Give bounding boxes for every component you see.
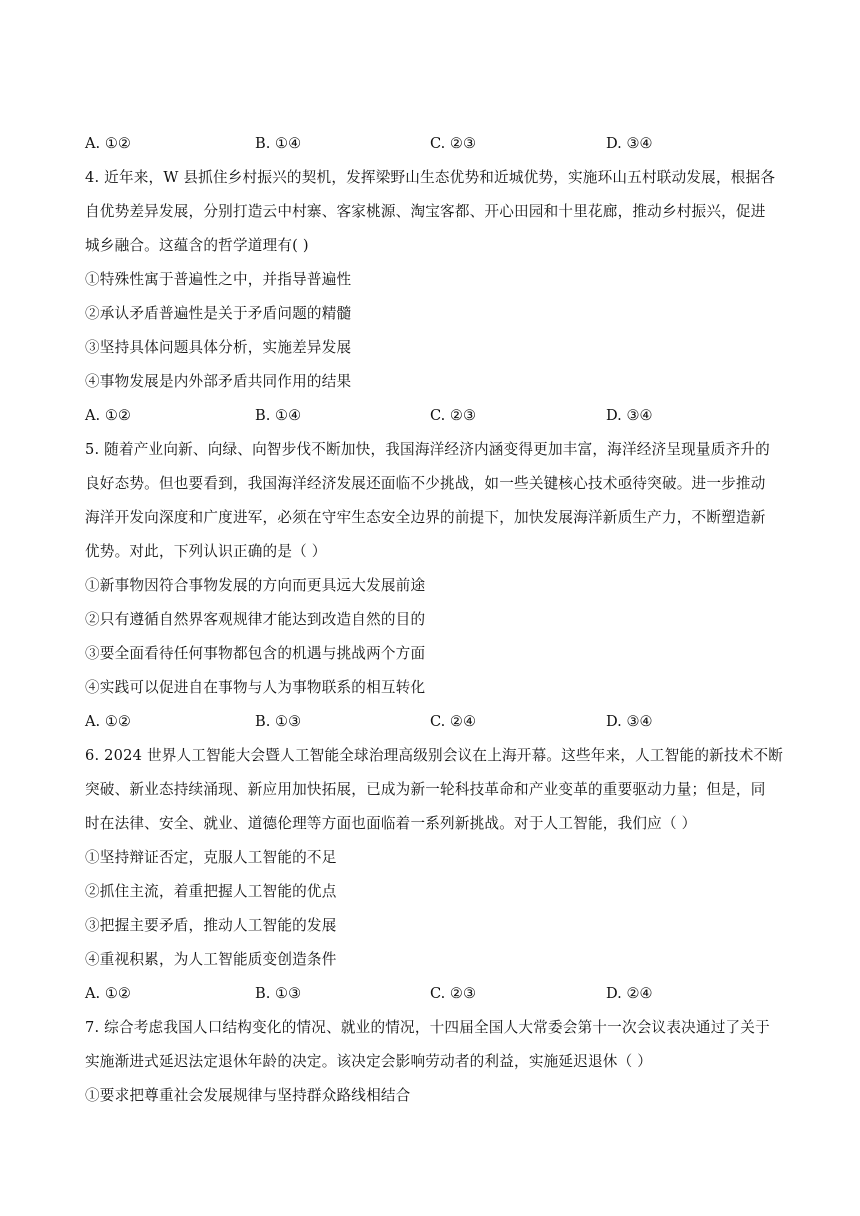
text-line: ①特殊性寓于普遍性之中，并指导普遍性	[85, 271, 352, 288]
answer-options-row	[85, 134, 785, 154]
answer-option: A. ①②	[85, 135, 131, 152]
answer-option: B. ①④	[255, 135, 302, 152]
answer-option: B. ①③	[255, 713, 302, 730]
text-line: ②只有遵循自然界客观规律才能达到改造自然的目的	[85, 611, 426, 628]
text-line: ③把握主要矛盾，推动人工智能的发展	[85, 917, 337, 934]
answer-option: A. ①②	[85, 713, 131, 730]
text-line: 5. 随着产业向新、向绿、向智步伐不断加快，我国海洋经济内涵变得更加丰富，海洋经济呈现量质齐升的	[85, 441, 770, 458]
text-line: ④重视积累，为人工智能质变创造条件	[85, 951, 337, 968]
answer-options-row	[85, 406, 785, 426]
answer-option: C. ②③	[430, 407, 477, 424]
text-line: ③要全面看待任何事物都包含的机遇与挑战两个方面	[85, 645, 426, 662]
text-line: ④实践可以促进自在事物与人为事物联系的相互转化	[85, 679, 426, 696]
answer-options-row	[85, 984, 785, 1004]
answer-option: A. ①②	[85, 407, 131, 424]
text-line: ③坚持具体问题具体分析，实施差异发展	[85, 339, 352, 356]
answer-option: D. ②④	[606, 985, 653, 1002]
answer-option: C. ②④	[430, 713, 477, 730]
answer-option: C. ②③	[430, 135, 477, 152]
answer-option: B. ①④	[255, 407, 302, 424]
answer-option: D. ③④	[606, 135, 653, 152]
text-line: ②承认矛盾普遍性是关于矛盾问题的精髓	[85, 305, 352, 322]
text-line: ①要求把尊重社会发展规律与坚持群众路线相结合	[85, 1087, 411, 1104]
text-line: 自优势差异发展，分别打造云中村寨、客家桃源、淘宝客都、开心田园和十里花廊，推动乡村振兴，促进	[85, 203, 766, 220]
text-line: ②抓住主流，着重把握人工智能的优点	[85, 883, 337, 900]
text-line: 良好态势。但也要看到，我国海洋经济发展还面临不少挑战，如一些关键核心技术亟待突破。进一步推动	[85, 475, 766, 492]
text-line: ①新事物因符合事物发展的方向而更具远大发展前途	[85, 577, 426, 594]
text-line: 优势。对此，下列认识正确的是（ ）	[85, 543, 327, 560]
text-line: 突破、新业态持续涌现、新应用加快拓展，已成为新一轮科技革命和产业变革的重要驱动力量；但是，同	[85, 781, 766, 798]
answer-option: B. ①③	[255, 985, 302, 1002]
text-line: 6. 2024 世界人工智能大会暨人工智能全球治理高级别会议在上海开幕。这些年来，人工智能的新技术不断	[85, 747, 784, 764]
text-line: 4. 近年来，W 县抓住乡村振兴的契机，发挥梁野山生态优势和近城优势，实施环山五村联动发展，根据各	[85, 169, 776, 186]
text-line: 7. 综合考虑我国人口结构变化的情况、就业的情况，十四届全国人大常委会第十一次会议表决通过了关于	[85, 1019, 770, 1036]
text-line: ④事物发展是内外部矛盾共同作用的结果	[85, 373, 352, 390]
text-line: 城乡融合。这蕴含的哲学道理有( )	[85, 237, 309, 254]
text-line: 海洋开发向深度和广度进军，必须在守牢生态安全边界的前提下，加快发展海洋新质生产力，不断塑造新	[85, 509, 766, 526]
answer-option: D. ③④	[606, 713, 653, 730]
text-line: 时在法律、安全、就业、道德伦理等方面也面临着一系列新挑战。对于人工智能，我们应（ ）	[85, 815, 697, 832]
answer-option: C. ②③	[430, 985, 477, 1002]
answer-options-row	[85, 712, 785, 732]
answer-option: D. ③④	[606, 407, 653, 424]
answer-option: A. ①②	[85, 985, 131, 1002]
text-line: 实施渐进式延迟法定退休年龄的决定。该决定会影响劳动者的利益，实施延迟退休（ ）	[85, 1053, 653, 1070]
text-line: ①坚持辩证否定，克服人工智能的不足	[85, 849, 337, 866]
